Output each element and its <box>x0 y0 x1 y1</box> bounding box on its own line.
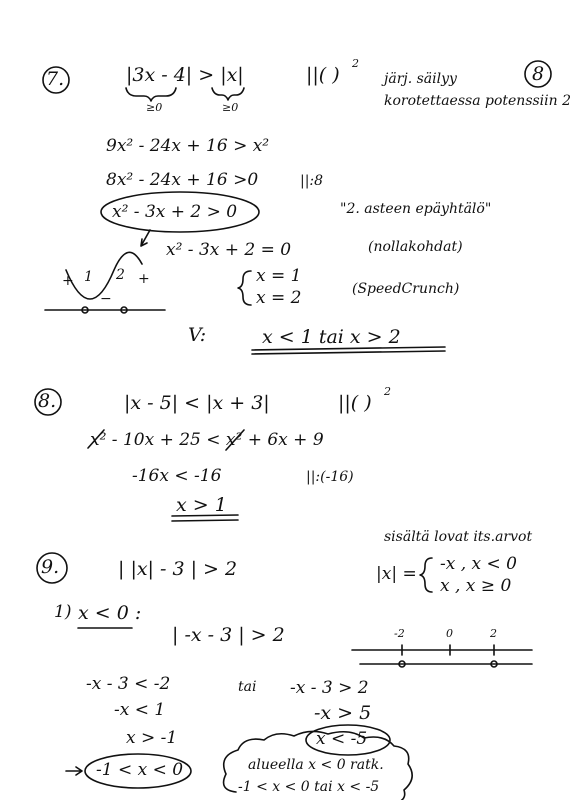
problem-9-equation: | |x| - 3 | > 2 <box>118 558 238 580</box>
p8-step2: -16x < -16 <box>132 466 222 486</box>
p8-step1: x² - 10x + 25 < x² + 6x + 9 <box>90 430 324 450</box>
answer-label-v: V: <box>188 324 207 346</box>
arrow-to-result <box>66 767 82 775</box>
order-preserved-note: järj. säilyy <box>384 71 457 87</box>
p8-answer-underline-2 <box>172 520 238 521</box>
left-branch-step-2: -x < 1 <box>114 700 166 720</box>
nonneg-right-label: ≥0 <box>222 101 239 114</box>
abs-definition-case-2: x , x ≥ 0 <box>440 576 512 596</box>
p7-zero-equation: x² - 3x + 2 = 0 <box>166 240 292 260</box>
sign-label-1: 1 <box>84 269 93 285</box>
sign-root-2 <box>121 307 127 313</box>
nonneg-left-label: ≥0 <box>146 101 163 114</box>
abs-definition-lhs: |x| = <box>376 564 417 584</box>
sign-label-2: 2 <box>116 267 125 283</box>
p7-step2: 8x² - 24x + 16 >0 <box>106 170 259 190</box>
right-branch-step-1: -x - 3 > 2 <box>290 678 369 698</box>
sign-plus-left: + <box>62 273 74 289</box>
number-line-point-2 <box>491 661 497 667</box>
right-branch-step-2: -x > 5 <box>314 702 372 724</box>
zero-points-note: (nollakohdat) <box>368 239 463 255</box>
underbrace-right <box>212 88 244 100</box>
case-label: 1) <box>54 602 72 622</box>
problem-9-number: 9. <box>41 556 60 578</box>
p7-answer: x < 1 tai x > 2 <box>262 326 401 348</box>
right-branch-step-3: x < -5 <box>316 729 368 749</box>
number-line-label-m2: -2 <box>394 627 405 640</box>
problem-7-operation-exponent: 2 <box>352 57 359 70</box>
problem-7-number: 7. <box>46 68 65 90</box>
p8-step2-operation: ||:(-16) <box>306 469 354 485</box>
number-line-label-2: 2 <box>490 627 497 640</box>
underbrace-left <box>126 88 176 101</box>
second-degree-inequality-note: "2. asteen epäyhtälö" <box>340 201 492 217</box>
number-line-label-0: 0 <box>446 627 453 640</box>
sign-minus: − <box>100 291 112 307</box>
p7-step3: x² - 3x + 2 > 0 <box>112 202 238 222</box>
root-2: x = 2 <box>256 288 302 308</box>
problem-8-number: 8. <box>38 390 57 412</box>
abs-definition-title: sisältä lovat its.arvot <box>384 529 533 545</box>
cloud-line-2: -1 < x < 0 tai x < -5 <box>238 779 380 795</box>
speedcrunch-note: (SpeedCrunch) <box>352 281 460 297</box>
problem-7-operation: ||( ) <box>306 64 340 86</box>
number-line-point-m2 <box>399 661 405 667</box>
problem-8-operation: ||( ) <box>338 392 372 414</box>
left-branch-step-1: -x - 3 < -2 <box>86 674 171 694</box>
sign-root-1 <box>82 307 88 313</box>
problem-8-equation: |x - 5| < |x + 3| <box>124 392 270 414</box>
p7-step2-operation: ||:8 <box>300 173 324 189</box>
abs-definition-case-1: -x , x < 0 <box>440 554 517 574</box>
root-1: x = 1 <box>256 266 302 286</box>
p8-answer: x > 1 <box>176 494 227 516</box>
left-branch-step-3: x > -1 <box>126 728 178 748</box>
answer-underline-2 <box>252 351 445 354</box>
p7-step1: 9x² - 24x + 16 > x² <box>106 136 270 156</box>
problem-8-operation-exponent: 2 <box>384 385 391 398</box>
cloud-line-1: alueella x < 0 ratk. <box>248 757 384 773</box>
case-condition: x < 0 : <box>78 602 142 624</box>
case-equation: | -x - 3 | > 2 <box>172 624 285 646</box>
roots-brace <box>238 271 251 305</box>
badge-number: 8 <box>532 63 545 85</box>
cases-brace <box>420 558 432 592</box>
arrow-to-sign-chart <box>141 230 150 246</box>
problem-7-equation: |3x - 4| > |x| <box>126 64 244 86</box>
tai-connector: tai <box>238 679 257 695</box>
sign-plus-right: + <box>138 271 150 287</box>
left-branch-result: -1 < x < 0 <box>96 760 184 780</box>
raising-to-power-note: korotettaessa potenssiin 2 <box>384 93 572 109</box>
